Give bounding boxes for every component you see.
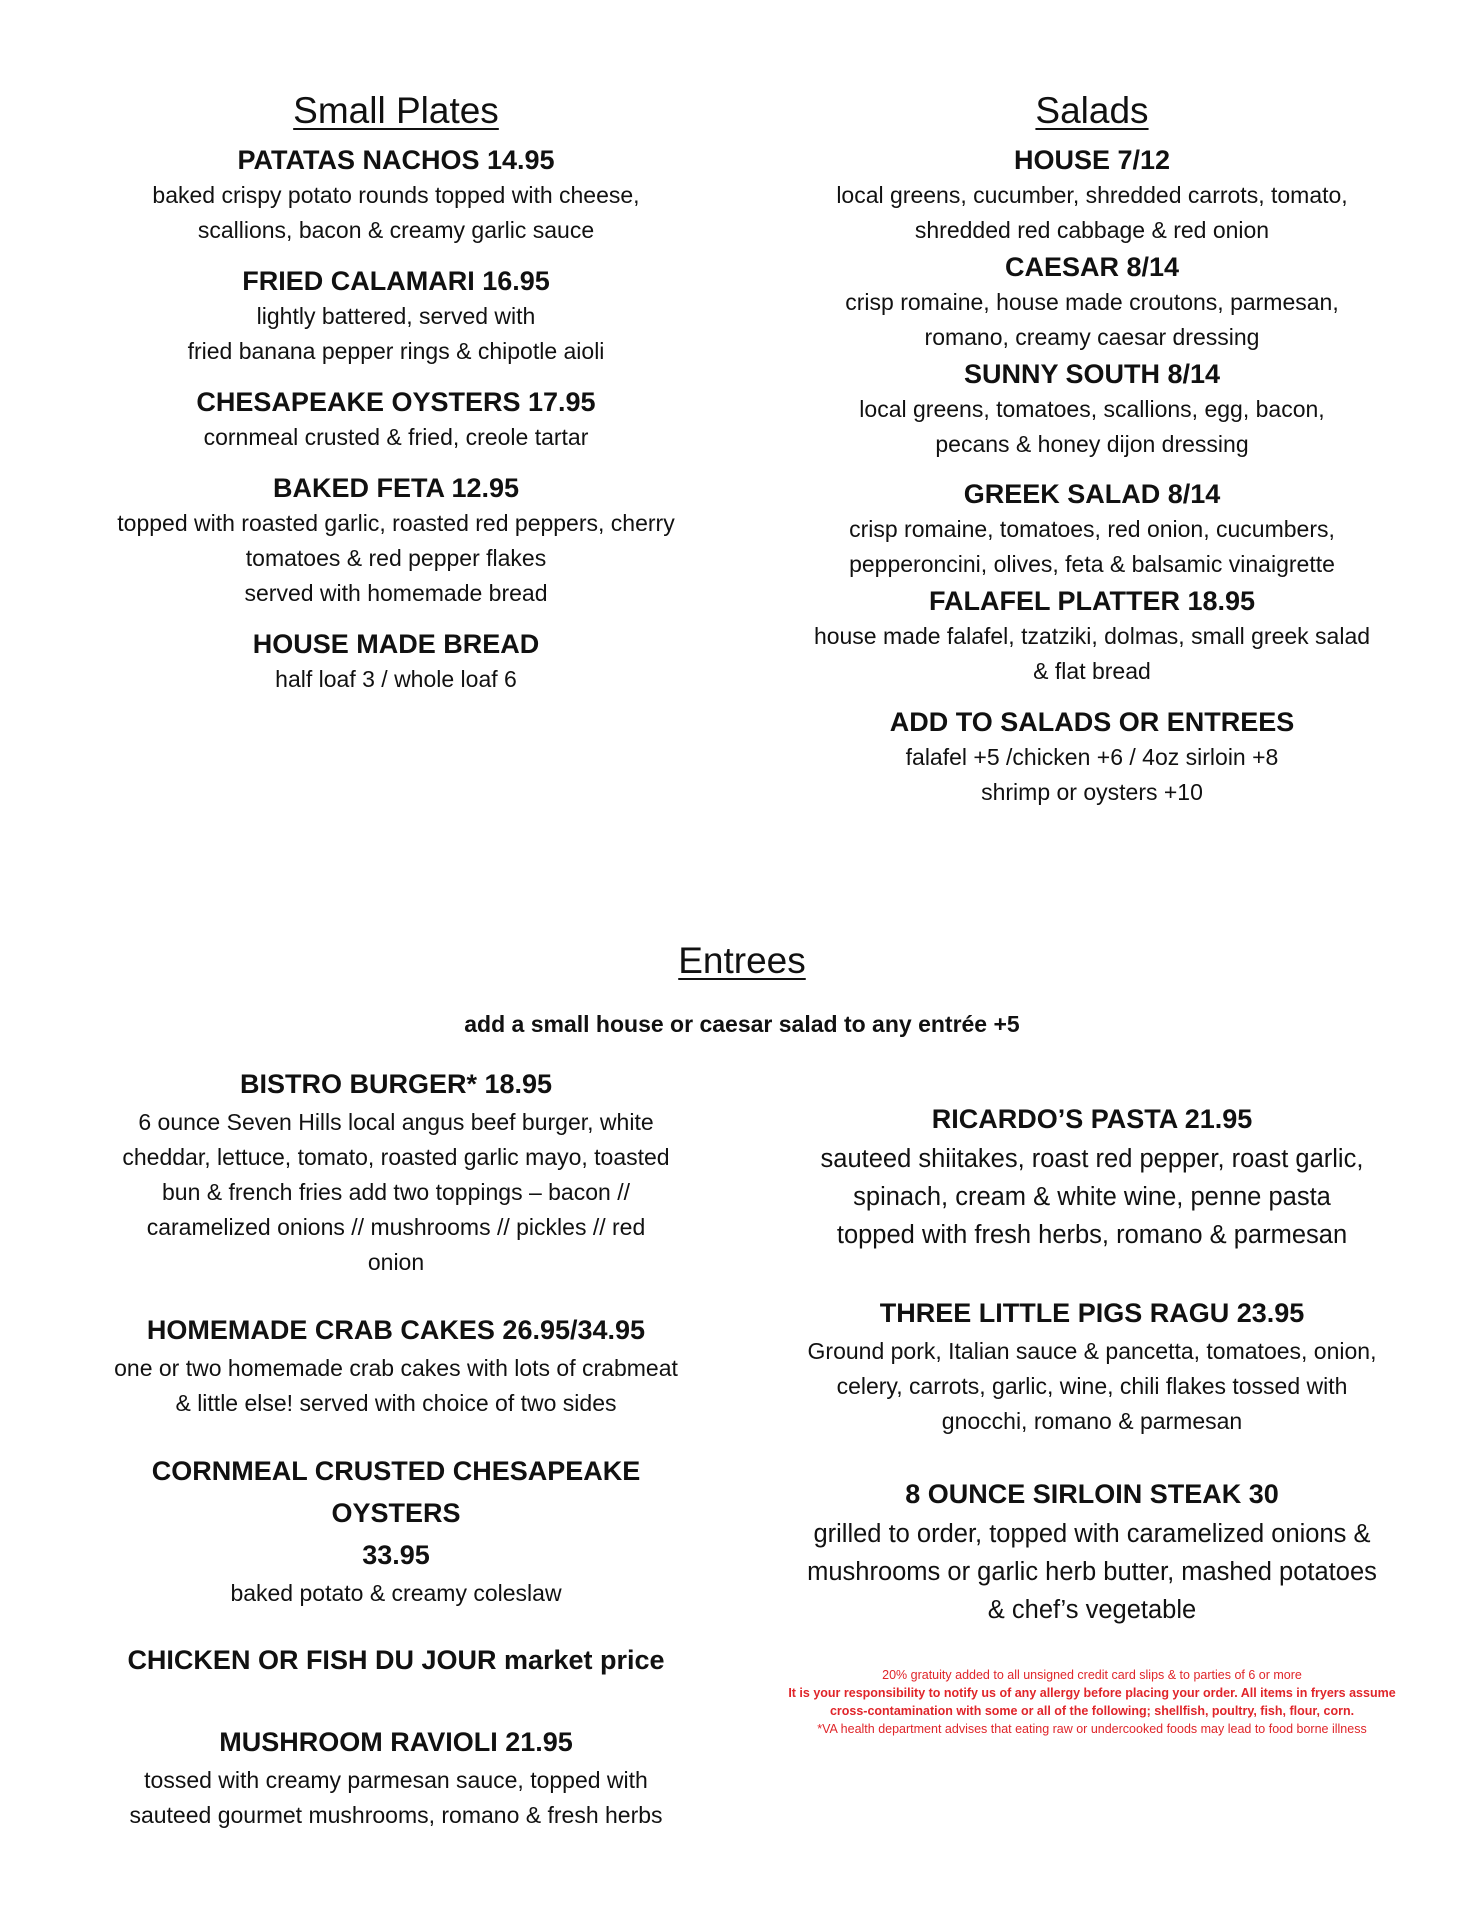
item-description: tossed with creamy parmesan sauce, topped with [144, 1767, 648, 1793]
item-description: tomatoes & red pepper flakes [245, 545, 547, 571]
item-name: RICARDO’S PASTA 21.95 [931, 1104, 1253, 1134]
item-description: sauteed shiitakes, roast red pepper, roast garlic, [820, 1145, 1364, 1173]
item-description: local greens, cucumber, shredded carrots, tomato, [836, 182, 1348, 208]
gratuity-notice: 20% gratuity added to all unsigned credit card slips & to parties of 6 or more [882, 1668, 1302, 1682]
item-description: pecans & honey dijon dressing [935, 431, 1249, 457]
item-name: 33.95 [362, 1540, 430, 1570]
item-description: scallions, bacon & creamy garlic sauce [197, 217, 595, 243]
small-plate-item [86, 626, 706, 697]
item-description: 6 ounce Seven Hills local angus beef burger, white [138, 1109, 654, 1135]
entree-item [782, 1292, 1402, 1439]
item-description: topped with roasted garlic, roasted red peppers, cherry [117, 510, 675, 536]
item-name: BISTRO BURGER* 18.95 [239, 1069, 553, 1099]
item-name: FRIED CALAMARI 16.95 [242, 266, 550, 296]
item-description: romano, creamy caesar dressing [924, 324, 1260, 350]
salad-item [782, 356, 1402, 462]
entree-item [86, 1063, 706, 1280]
item-name: THREE LITTLE PIGS RAGU 23.95 [879, 1298, 1305, 1328]
item-name: CAESAR 8/14 [1004, 252, 1180, 282]
salad-item [782, 704, 1402, 810]
item-description: half loaf 3 / whole loaf 6 [275, 666, 517, 692]
item-description: baked potato & creamy coleslaw [230, 1580, 562, 1606]
entree-item [86, 1639, 706, 1681]
item-description: mushrooms or garlic herb butter, mashed potatoes [807, 1558, 1377, 1586]
item-description: cornmeal crusted & fried, creole tartar [203, 424, 589, 450]
item-description: caramelized onions // mushrooms // pickles // red [146, 1214, 646, 1240]
item-description: & chef’s vegetable [987, 1596, 1197, 1624]
entree-item [782, 1473, 1402, 1629]
item-description: one or two homemade crab cakes with lots of crabmeat [114, 1355, 678, 1381]
salad-item [782, 476, 1402, 582]
entree-item [86, 1450, 706, 1611]
item-name: HOUSE MADE BREAD [252, 629, 540, 659]
small-plate-item [86, 470, 706, 611]
item-description: cheddar, lettuce, tomato, roasted garlic mayo, toasted [122, 1144, 670, 1170]
item-description: local greens, tomatoes, scallions, egg, bacon, [859, 396, 1325, 422]
item-name: HOMEMADE CRAB CAKES 26.95/34.95 [146, 1315, 646, 1345]
entree-item [86, 1309, 706, 1421]
entrees-left-list [86, 1063, 706, 1833]
entree-item [86, 1721, 706, 1833]
small-plate-item [86, 142, 706, 248]
item-description: Ground pork, Italian sauce & pancetta, tomatoes, onion, [807, 1338, 1377, 1364]
cross-contamination-notice: cross-contamination with some or all of the following; shellfish, poultry, fish, flour, corn. [829, 1704, 1355, 1718]
item-name: MUSHROOM RAVIOLI 21.95 [219, 1727, 573, 1757]
item-name: PATATAS NACHOS 14.95 [237, 145, 555, 175]
fine-print [782, 1666, 1402, 1738]
item-description: topped with fresh herbs, romano & parmesan [836, 1221, 1348, 1249]
small-plates-list [86, 142, 706, 697]
item-description: falafel +5 /chicken +6 / 4oz sirloin +8 [905, 744, 1279, 770]
allergy-notice: It is your responsibility to notify us of any allergy before placing your order. All items in fryers assume [788, 1686, 1396, 1700]
salads-title: Salads [1035, 90, 1149, 131]
item-name: CORNMEAL CRUSTED CHESAPEAKE OYSTERS [151, 1456, 641, 1528]
item-description: crisp romaine, tomatoes, red onion, cucumbers, [849, 516, 1335, 542]
item-description: fried banana pepper rings & chipotle aioli [187, 338, 605, 364]
item-description: served with homemade bread [244, 580, 548, 606]
item-description: baked crispy potato rounds topped with cheese, [152, 182, 640, 208]
item-description: lightly battered, served with [256, 303, 536, 329]
small-plate-item [86, 263, 706, 369]
item-description: pepperoncini, olives, feta & balsamic vinaigrette [849, 551, 1335, 577]
item-name: FALAFEL PLATTER 18.95 [928, 586, 1256, 616]
item-name: CHICKEN OR FISH DU JOUR market price [127, 1645, 665, 1675]
item-description: & flat bread [1033, 658, 1151, 684]
item-name: 8 OUNCE SIRLOIN STEAK 30 [905, 1479, 1279, 1509]
entrees-right-list [782, 1098, 1402, 1629]
small-plate-item [86, 384, 706, 455]
item-description: & little else! served with choice of two sides [175, 1390, 617, 1416]
item-name: CHESAPEAKE OYSTERS 17.95 [196, 387, 596, 417]
salads-list [782, 142, 1402, 810]
small-plates-title: Small Plates [293, 90, 499, 131]
item-description: onion [367, 1249, 425, 1275]
salad-item [782, 249, 1402, 355]
entree-salad-note: add a small house or caesar salad to any entrée +5 [464, 1011, 1020, 1037]
item-name: BAKED FETA 12.95 [272, 473, 520, 503]
item-description: sauteed gourmet mushrooms, romano & fresh herbs [129, 1802, 663, 1828]
item-description: spinach, cream & white wine, penne pasta [853, 1183, 1331, 1211]
item-name: HOUSE 7/12 [1013, 145, 1171, 175]
health-advisory: *VA health department advises that eating raw or undercooked foods may lead to food borne illness [817, 1722, 1367, 1736]
item-description: shrimp or oysters +10 [981, 779, 1203, 805]
item-description: celery, carrots, garlic, wine, chili flakes tossed with [836, 1373, 1348, 1399]
item-description: grilled to order, topped with caramelized onions & [813, 1520, 1371, 1548]
entrees-title: Entrees [678, 940, 806, 981]
salad-item [782, 142, 1402, 248]
item-description: gnocchi, romano & parmesan [941, 1408, 1243, 1434]
item-name: SUNNY SOUTH 8/14 [963, 359, 1221, 389]
item-description: shredded red cabbage & red onion [914, 217, 1270, 243]
item-name: ADD TO SALADS OR ENTREES [889, 707, 1295, 737]
item-description: bun & french fries add two toppings – bacon // [162, 1179, 630, 1205]
item-description: crisp romaine, house made croutons, parmesan, [845, 289, 1339, 315]
item-description: house made falafel, tzatziki, dolmas, small greek salad [813, 623, 1371, 649]
salad-item [782, 583, 1402, 689]
item-name: GREEK SALAD 8/14 [963, 479, 1221, 509]
entree-item [782, 1098, 1402, 1254]
